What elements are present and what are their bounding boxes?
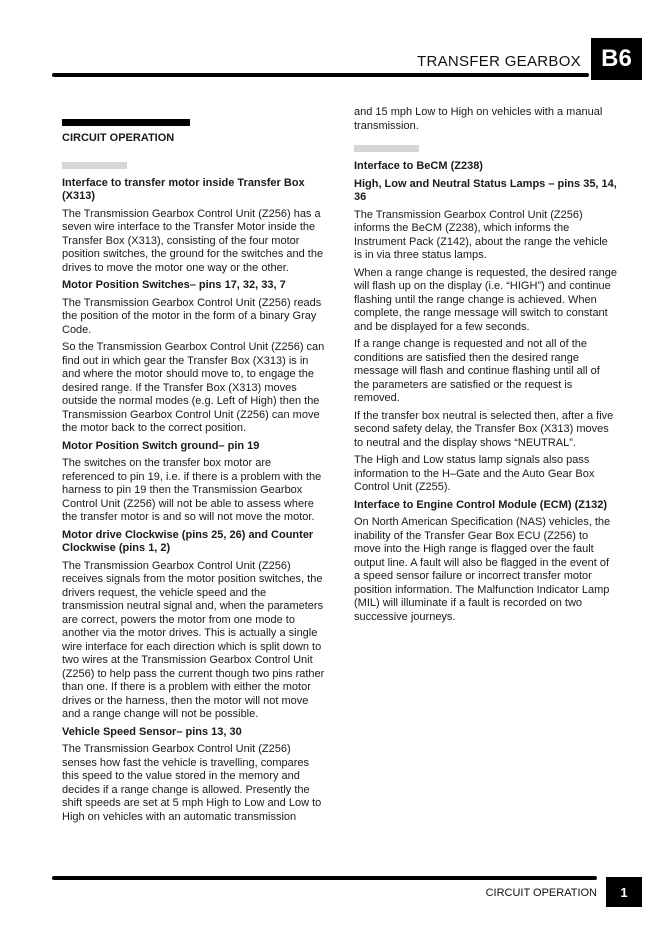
paragraph-position-switches-1: The Transmission Gearbox Control Unit (Z256) reads the position of the motor in the form of a binary Gray Code. — [62, 296, 322, 336]
paragraph-status-2: When a range change is requested, the desired range will flash up on the display (i.e. “HIGH”) and continue flashing until the range change is achieved. When complete, the range message will switch to constant and be displayed for a few seconds. — [354, 266, 617, 333]
footer-rule — [52, 876, 597, 880]
footer-label: CIRCUIT OPERATION — [485, 887, 597, 899]
paragraph-motor-interface: The Transmission Gearbox Control Unit (Z256) has a seven wire interface to the Transfer Motor inside the Transfer Box (X313), consisting of the four motor position switches, the ground for the switches and the drives to move the motor one way or the other. — [62, 207, 324, 274]
heading-becm: Interface to BeCM (Z238) — [354, 160, 483, 172]
page-header-title: TRANSFER GEARBOX — [417, 53, 581, 70]
section-title-bar — [62, 119, 190, 126]
left-column — [62, 119, 326, 828]
subsection-marker — [62, 162, 127, 169]
heading-ecm: Interface to Engine Control Module (ECM) (Z132) — [354, 498, 608, 511]
heading-speed-sensor: Vehicle Speed Sensor– pins 13, 30 — [62, 725, 242, 738]
paragraph-continued: and 15 mph Low to High on vehicles with a manual transmission. — [354, 106, 603, 132]
paragraph-ecm: On North American Specification (NAS) vehicles, the inability of the Transfer Gear Box ECU (Z256) to move into the High range is flagged over the fault output line. A fault will also be flagged in the event of a speed sensor failure or incorrect transfer motor position information. The Malfunction Indicator Lamp (MIL) will illuminate if a fault is recorded on two successive journeys. — [354, 516, 611, 623]
page-number-badge: 1 — [606, 877, 642, 907]
heading-status-lamps: High, Low and Neutral Status Lamps – pins 35, 14, 36 — [354, 177, 617, 203]
paragraph-status-1: The Transmission Gearbox Control Unit (Z256) informs the BeCM (Z238), which informs the Instrument Pack (Z142), about the range the vehicle is in via three status lamps. — [354, 208, 608, 261]
paragraph-position-switches-2: So the Transmission Gearbox Control Unit (Z256) can find out in which gear the Transfer Box (X313) is in and where the motor should move to, to engage the desired range. If the Transfer Box (X313) moves outside the normal modes (e.g. Left of High) then the Transmission Gearbox Control Unit (Z256) can move the motor back to the correct position. — [62, 341, 325, 434]
paragraph-status-4: If the transfer box neutral is selected then, after a five second safety delay, the Transfer Box (X313) moves to neutral and the display shows “NEUTRAL”. — [354, 409, 614, 449]
paragraph-switch-ground: The switches on the transfer box motor are referenced to pin 19, i.e. if there is a problem with the harness to pin 19 then the Transmission Gearbox Control Unit (Z256) will not be able to assess where the transfer motor is and so will not move the motor. — [62, 457, 322, 523]
header-rule — [52, 73, 589, 77]
heading-position-switches: Motor Position Switches– pins 17, 32, 33, 7 — [62, 279, 286, 291]
section-title: CIRCUIT OPERATION — [62, 132, 175, 144]
heading-switch-ground: Motor Position Switch ground– pin 19 — [62, 439, 260, 452]
heading-motor-drive: Motor drive Clockwise (pins 25, 26) and Counter Clockwise (pins 1, 2) — [62, 528, 314, 554]
section-code-badge: B6 — [591, 38, 642, 80]
paragraph-status-3: If a range change is requested and not all of the conditions are satisfied then the desired range message will flash and continue flashing until all of the parameters are satisfied or the request is removed. — [354, 338, 600, 404]
right-column — [354, 106, 618, 628]
paragraph-motor-drive: The Transmission Gearbox Control Unit (Z256) receives signals from the motor position switches, the drivers request, the vehicle speed and the transmission neutral signal and, when the parameters are correct, powers the motor from one mode to another via the motor drives. This is actually a single wire interface for each direction which is split down to two wires at the Transmission Gearbox Control Unit (Z256) to help pass the current though two pins rather than one. If there is a problem with either the motor drives or the harness, then the motor will not move and a range change will not be possible. — [62, 559, 325, 720]
paragraph-speed-sensor: The Transmission Gearbox Control Unit (Z256) senses how fast the vehicle is travelling, compares this speed to the value stored in the memory and decides if a range change is allowed. Presently the shift speeds are set at 5 mph High to Low and Low to High on vehicles with an automatic transmission — [62, 743, 322, 823]
subsection-marker — [354, 145, 419, 152]
paragraph-status-5: The High and Low status lamp signals also pass information to the H–Gate and the Auto Gear Box Control Unit (Z255). — [354, 454, 595, 493]
heading-motor-interface: Interface to transfer motor inside Transfer Box (X313) — [62, 176, 305, 202]
